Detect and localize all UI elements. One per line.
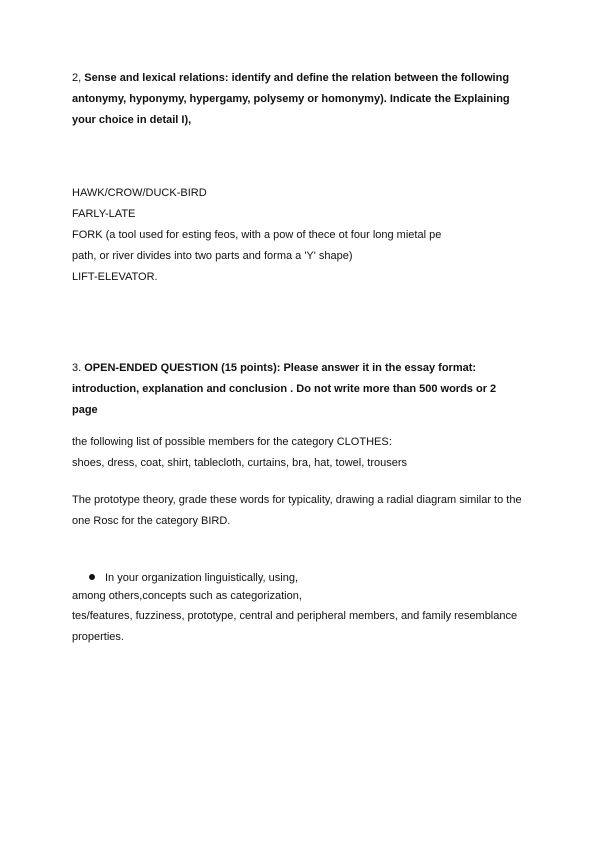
clothes-list-line: shoes, dress, coat, shirt, tablecloth, curtains, bra, hat, towel, trousers (72, 457, 408, 469)
clothes-intro-line: the following list of possible members for the category CLOTHES: (72, 436, 392, 448)
section2-heading-line2: antonymy, hyponymy, hypergamy, polysemy or homonymy). Indicate the Explaining (72, 93, 510, 105)
section3-heading-line2: introduction, explanation and conclusion . Do not write more than 500 words or 2 (72, 383, 497, 395)
bullet-text-line2: among others,concepts such as categorization, (72, 590, 302, 602)
item-fork-line2: path, or river divides into two parts and forma a 'Y' shape) (72, 250, 353, 262)
item-fork-line1: FORK (a tool used for esting feos, with a pow of thece ot four long mietal pe (72, 229, 442, 241)
bullet-text-line3: tes/features, fuzziness, prototype, central and peripheral members, and family resemblance (72, 610, 518, 622)
bullet-text-line1: In your organization linguistically, using, (105, 572, 299, 584)
item-hawk-crow-duck: HAWK/CROW/DUCK-BIRD (72, 187, 207, 199)
section2-number: 2, (72, 72, 85, 84)
section2-title: Sense and lexical relations: identify and define the relation between the following (84, 72, 510, 84)
section2-heading-line1 (72, 71, 509, 85)
section2-heading-line3: your choice in detail I), (72, 114, 192, 126)
item-farly-late: FARLY-LATE (72, 208, 136, 220)
item-lift-elevator: LIFT-ELEVATOR. (72, 271, 158, 283)
bullet-icon (89, 574, 95, 580)
prototype-paragraph-line2: one Rosc for the category BIRD. (72, 515, 231, 527)
section3-number: 3. (72, 362, 85, 374)
section3-heading-line3: page (72, 404, 98, 416)
section3-title: OPEN-ENDED QUESTION (15 points): Please answer it in the essay format: (84, 362, 477, 374)
bullet-text-line4: properties. (72, 631, 124, 643)
section3-heading-line1 (72, 361, 476, 375)
prototype-paragraph-line1: The prototype theory, grade these words for typicality, drawing a radial diagram similar to the (72, 494, 522, 506)
bullet-item (89, 571, 298, 585)
